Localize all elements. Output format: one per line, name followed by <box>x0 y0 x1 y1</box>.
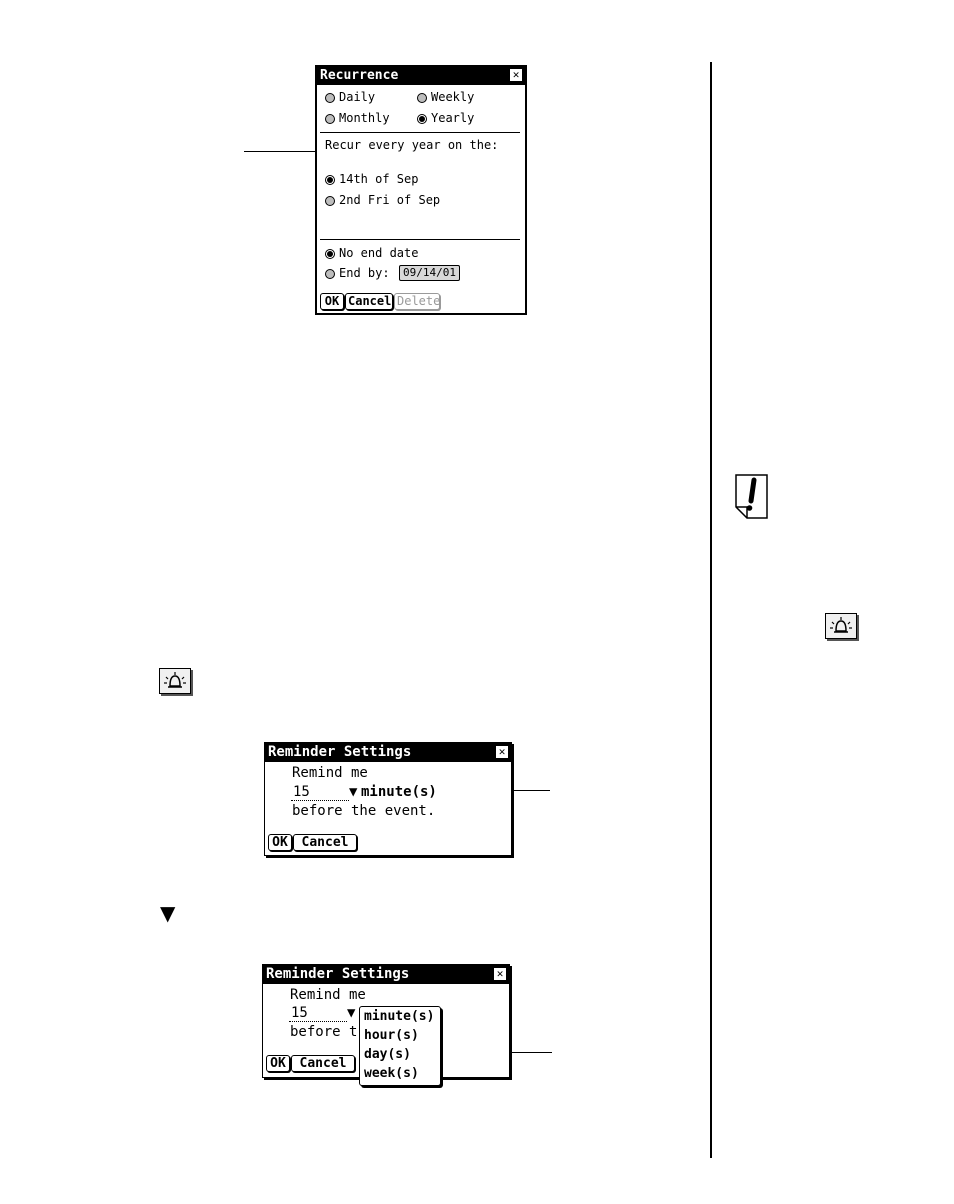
radio-weekday-of-month[interactable] <box>325 196 335 206</box>
unit-selector[interactable]: minute(s) <box>361 784 437 800</box>
label-weekday-of-month: 2nd Fri of Sep <box>339 193 441 207</box>
ok-button[interactable]: OK <box>320 293 344 310</box>
recurrence-title: Recurrence <box>320 68 399 83</box>
radio-end-by[interactable] <box>325 269 335 279</box>
label-no-end-date: No end date <box>339 246 419 260</box>
reminder-value-underline <box>289 1020 347 1022</box>
chevron-down-icon[interactable]: ▼ <box>349 784 358 800</box>
callout-line-recurrence <box>244 151 316 152</box>
cancel-button[interactable]: Cancel <box>293 834 357 851</box>
label-end-by: End by: <box>339 266 390 280</box>
alarm-clock-icon <box>825 613 857 639</box>
recurrence-dialog <box>315 65 527 315</box>
reminder-titlebar <box>265 743 511 762</box>
list-item[interactable]: day(s) <box>364 1047 411 1062</box>
ok-button[interactable]: OK <box>266 1055 290 1072</box>
list-item[interactable]: week(s) <box>364 1066 419 1081</box>
reminder-value-input[interactable]: 15 <box>293 784 310 800</box>
end-date-field[interactable]: 09/14/01 <box>399 265 460 281</box>
cancel-button[interactable]: Cancel <box>291 1055 355 1072</box>
alarm-clock-icon <box>159 668 191 694</box>
recurrence-titlebar <box>317 67 525 85</box>
ok-button[interactable]: OK <box>268 834 292 851</box>
before-event-label: before t <box>290 1024 358 1040</box>
divider <box>320 239 520 240</box>
radio-yearly[interactable] <box>417 114 427 124</box>
remind-me-label: Remind me <box>290 987 366 1003</box>
reminder-title: Reminder Settings <box>268 744 412 760</box>
cancel-button[interactable]: Cancel <box>345 293 393 310</box>
list-item[interactable]: minute(s) <box>364 1009 435 1024</box>
reminder-value-underline <box>291 799 349 801</box>
remind-me-label: Remind me <box>292 765 368 781</box>
radio-no-end-date[interactable] <box>325 249 335 259</box>
list-item[interactable]: hour(s) <box>364 1028 419 1043</box>
reminder-titlebar <box>263 965 509 984</box>
radio-monthly[interactable] <box>325 114 335 124</box>
before-event-label: before the event. <box>292 803 436 819</box>
reminder-title: Reminder Settings <box>266 966 410 982</box>
close-icon[interactable]: ✕ <box>494 968 506 980</box>
unit-popup-list <box>359 1006 441 1086</box>
note-exclamation-icon <box>735 474 769 520</box>
close-icon[interactable]: ✕ <box>510 69 522 81</box>
label-yearly: Yearly <box>431 111 475 125</box>
callout-line-reminder-unit <box>512 790 550 791</box>
divider <box>320 132 520 133</box>
radio-date-of-month[interactable] <box>325 175 335 185</box>
label-weekly: Weekly <box>431 90 475 104</box>
label-monthly: Monthly <box>339 111 390 125</box>
delete-button[interactable]: Delete <box>394 293 440 310</box>
recur-description: Recur every year on the: <box>325 138 499 152</box>
radio-daily[interactable] <box>325 93 335 103</box>
label-daily: Daily <box>339 90 376 104</box>
chevron-down-icon: ▼ <box>160 901 176 925</box>
label-date-of-month: 14th of Sep <box>339 172 419 186</box>
radio-weekly[interactable] <box>417 93 427 103</box>
margin-rule <box>710 62 712 1158</box>
chevron-down-icon[interactable]: ▼ <box>347 1005 356 1021</box>
close-icon[interactable]: ✕ <box>496 746 508 758</box>
reminder-settings-dialog <box>264 742 512 856</box>
reminder-value-input[interactable]: 15 <box>291 1005 308 1021</box>
